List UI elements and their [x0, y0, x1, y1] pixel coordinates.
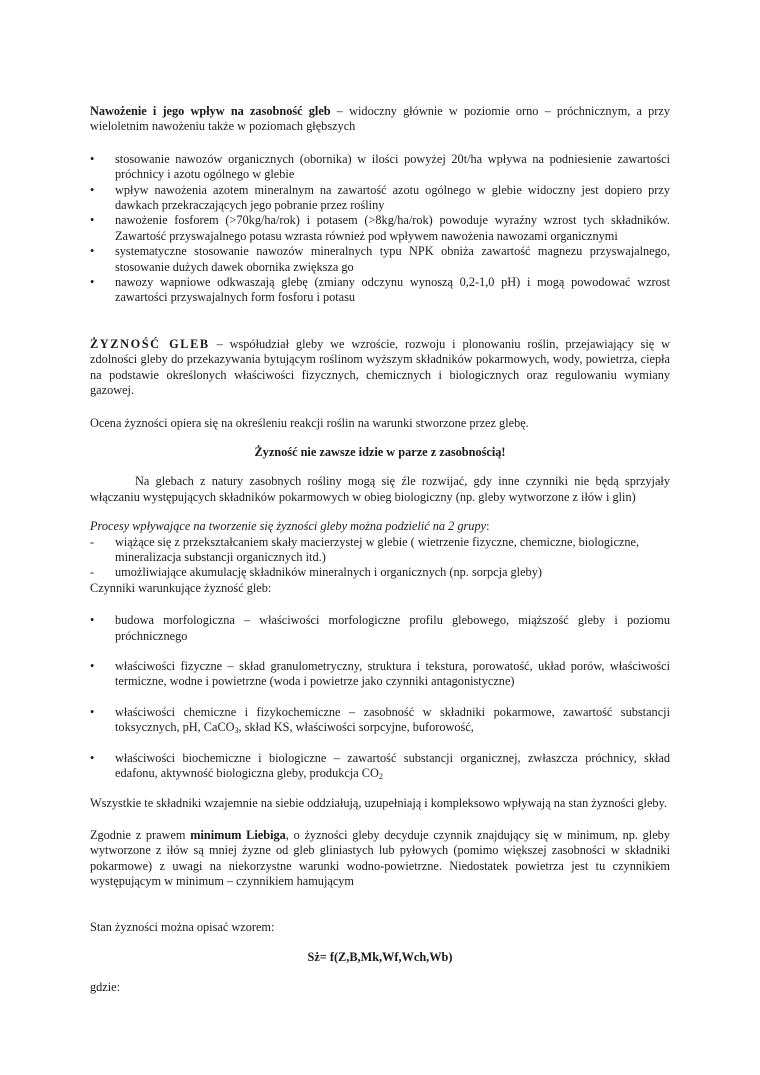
liebig-text-c: , o żyzności gleby decyduje czynnik znajdujący się w minimum, np. gleby wytworzone z iłów są mniej żyzne od gleb gliniastych lub pyłowych (pomimo większej zasobności w składniki pokarmowe) z uwagi na niekorzystne warunki wodno-powietrzne. Niedostatek powietrza jest tu czynnikiem występującym w minimum – czynnikiem hamującym [90, 827, 670, 889]
fertilization-title: Nawożenie i jego wpływ na zasobność gleb [90, 104, 331, 118]
fertilization-list [90, 152, 670, 306]
list-item-text: nawożenie fosforem (>70kg/ha/rok) i potasem (>8kg/ha/rok) powoduje wyraźny wzrost tych składników. Zawartość przyswajalnego potasu wzrasta również pod wpływem nawożenia nawozami organicznymi [115, 213, 670, 243]
fertility-heading: Żyzność nie zawsze idzie w parze z zasobnością! [254, 444, 506, 459]
processes-intro [90, 519, 670, 534]
formula: Sż= f(Z,B,Mk,Wf,Wch,Wb) [307, 949, 453, 964]
bullet-icon: • [90, 275, 95, 290]
fertility-definition-text: – współudział gleby we wzroście, rozwoju i plonowaniu roślin, przejawiający się w zdolności gleby do przekazywania bytującym roślinom wyższym składników pokarmowych, wody, powietrza, ciepła na podstawie określonych właściwości fizycznych, chemicznych i biologicznych oraz regulowaniu wymiany gazowej. [90, 336, 670, 398]
document-page [90, 104, 670, 996]
list-item [90, 659, 670, 690]
list-item-text: nawozy wapniowe odkwaszają glebę (zmiany odczynu wynoszą 0,2-1,0 pH) i mogą powodować wzrost zawartości przyswajalnych form fosforu i potasu [115, 275, 670, 305]
list-item-text: stosowanie nawozów organicznych (obornika) w ilości powyżej 20t/ha wpływa na podniesienie zawartości próchnicy i azotu ogólnego w glebie [115, 151, 670, 182]
list-item [90, 751, 670, 782]
bullet-icon: • [90, 750, 95, 765]
fertility-title: ŻYZNOŚĆ GLEB [90, 336, 210, 351]
bullet-icon: • [90, 658, 95, 673]
processes-list [90, 535, 670, 581]
bullet-icon: • [90, 613, 95, 628]
list-item-text: budowa morfologiczna – właściwości morfologiczne profilu glebowego, miąższość gleby i poziomu próchnicznego [115, 613, 670, 643]
list-item-text: , skład KS, właściwości sorpcyjne, buforowość, [238, 720, 474, 735]
list-item [90, 565, 670, 580]
list-item [90, 275, 670, 306]
list-item-text: systematyczne stosowanie nawozów mineralnych typu NPK obniża zawartość magnezu przyswajalnego, stosowanie dużych dawek obornika zwiększa go [115, 244, 670, 274]
bullet-icon: • [90, 182, 95, 197]
factors-intro: Czynniki warunkujące żyzność gleb: [90, 580, 272, 595]
list-item [90, 152, 670, 183]
list-item [90, 535, 670, 566]
list-item [90, 613, 670, 644]
fertility-definition [90, 337, 670, 399]
factors-list [90, 613, 670, 781]
fertility-paragraph: Na glebach z natury zasobnych rośliny mogą się źle rozwijać, gdy inne czynniki nie będą sprzyjały włączaniu występujących składników pokarmowych w obieg biologiczny (np. gleby wytworzone z iłów i glin) [90, 474, 670, 504]
list-item [90, 183, 670, 214]
formula-where: gdzie: [90, 980, 121, 995]
liebig-law: minimum Liebiga [190, 827, 286, 842]
bullet-icon: • [90, 151, 95, 166]
list-item [90, 213, 670, 244]
dash-icon: - [90, 534, 95, 549]
subscript: 2 [378, 772, 383, 781]
list-item-text: umożliwiające akumulację składników mineralnych i organicznych (np. sorpcja gleby) [115, 565, 542, 580]
list-item-text: wpływ nawożenia azotem mineralnym na zawartość azotu ogólnego w glebie widoczny jest dopiero przy dawkach przekraczających jego pobranie przez rośliny [115, 182, 670, 213]
liebig-text-a: Zgodnie z prawem [90, 827, 191, 842]
list-item-text: właściwości chemiczne i fizykochemiczne – zasobność w składniki pokarmowe, zawartość substancji toksycznych, pH, CaCO [115, 704, 670, 735]
bullet-icon: • [90, 244, 95, 259]
formula-intro: Stan żyzności można opisać wzorem: [90, 920, 275, 935]
fertilization-intro-text: – widoczny głównie w poziomie orno – próchnicznym, a przy wieloletnim nawożeniu także w poziomach głębszych [90, 104, 670, 134]
list-item-text: wiążące się z przekształcaniem skały macierzystej w glebie ( wietrzenie fizyczne, chemiczne, biologiczne, mineralizacja substancji organicznych itd.) [115, 534, 640, 564]
subscript: 3 [234, 726, 239, 736]
liebig-paragraph [90, 828, 670, 890]
fertilization-intro [90, 104, 670, 135]
dash-icon: - [90, 565, 95, 580]
list-item [90, 244, 670, 275]
list-item-text: właściwości biochemiczne i biologiczne – zawartość substancji organicznej, zwłaszcza próchnicy, skład edafonu, aktywność biologiczna gleby, produkcja CO [115, 750, 670, 780]
fertility-assessment: Ocena żyzności opiera się na określeniu reakcji roślin na warunki stworzone przez glebę. [90, 415, 529, 430]
processes-intro-text: Procesy wpływające na tworzenie się żyzności gleby można podzielić na 2 grupy [90, 519, 487, 534]
bullet-icon: • [90, 704, 95, 719]
summary-paragraph: Wszystkie te składniki wzajemnie na siebie oddziałują, uzupełniają i kompleksowo wpływają na stan żyzności gleby. [90, 796, 667, 811]
processes-colon: : [486, 519, 490, 534]
list-item-text: właściwości fizyczne – skład granulometryczny, struktura i tekstura, porowatość, układ porów, właściwości termiczne, wodne i powietrzne (woda i powietrze jako czynniki antagonistyczne) [115, 658, 670, 689]
list-item [90, 705, 670, 736]
bullet-icon: • [90, 213, 95, 228]
